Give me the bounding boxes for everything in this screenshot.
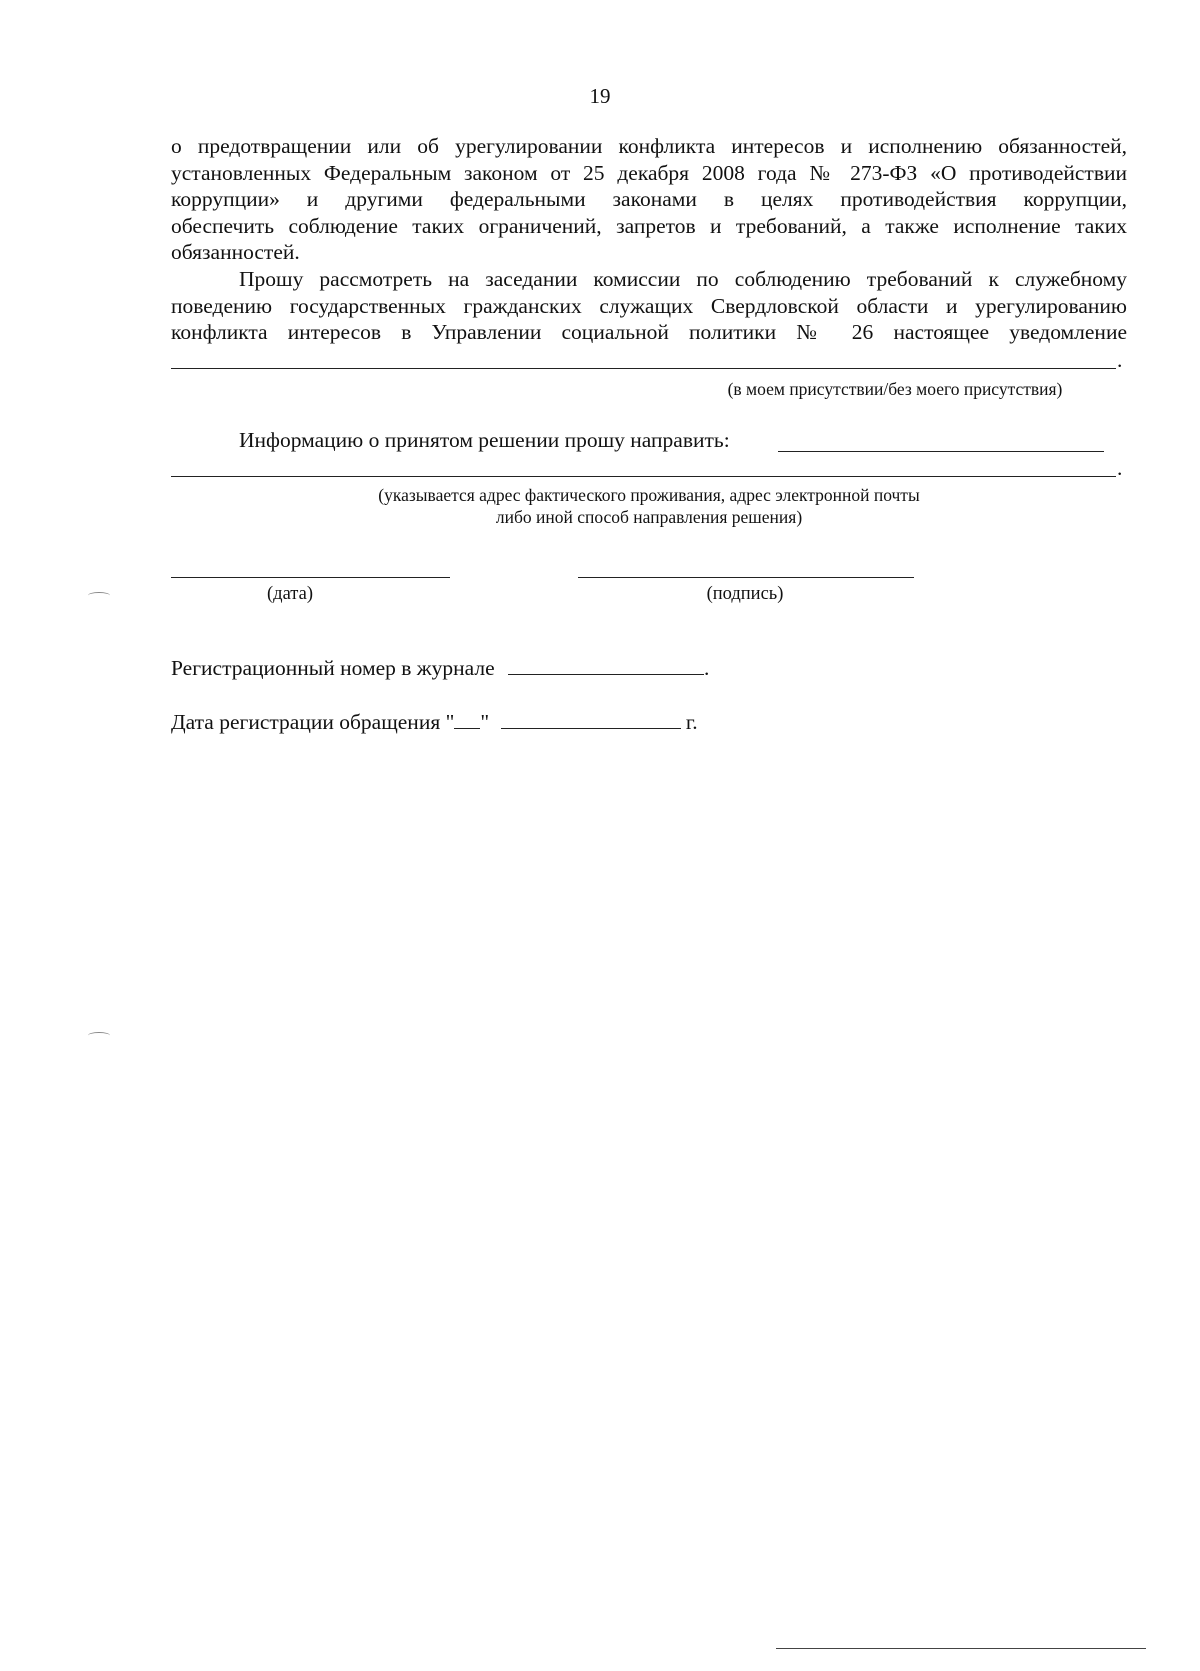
text-line: обязанностей.: [171, 240, 300, 264]
registration-date-label: Дата регистрации обращения ": [171, 710, 455, 734]
decision-blank-inline[interactable]: [778, 451, 1104, 452]
presence-caption: (в моем присутствии/без моего присутствия): [727, 379, 1063, 399]
scan-mark: [88, 592, 110, 599]
page-number: 19: [589, 84, 611, 108]
signature-blank-line[interactable]: [578, 577, 914, 578]
footer-rule: [776, 1648, 1146, 1649]
registration-date-end: г.: [685, 710, 698, 734]
text-line: конфликта интересов в Управлении социальной политики № 26 настоящее уведомление: [171, 320, 1127, 344]
paragraph-request: [171, 266, 1127, 346]
decision-blank-line[interactable]: [171, 476, 1116, 477]
paragraph-obligations: [171, 133, 1127, 266]
presence-blank-line[interactable]: [171, 368, 1116, 369]
registration-number-label: Регистрационный номер в журнале: [171, 656, 495, 680]
text-line: обеспечить соблюдение таких ограничений, запретов и требований, а также исполнение таких: [171, 213, 1127, 238]
date-caption: (дата): [267, 584, 313, 604]
registration-date-quote: ": [480, 710, 490, 734]
caption-line: (указывается адрес фактического проживания, адрес электронной почты: [378, 485, 920, 505]
caption-line: либо иной способ направления решения): [495, 507, 803, 527]
text-line: Прошу рассмотреть на заседании комиссии по соблюдению требований к служебному: [239, 267, 1127, 291]
text-line: установленных Федеральным законом от 25 декабря 2008 года № 273-ФЗ «О противодействии: [171, 160, 1127, 185]
text-line: о предотвращении или об урегулировании конфликта интересов и исполнению обязанностей,: [171, 134, 1127, 158]
presence-end-mark: .: [1117, 348, 1123, 372]
signature-caption: (подпись): [706, 584, 784, 604]
decision-end-mark: .: [1117, 456, 1123, 480]
text-line: коррупции» и другими федеральными законами в целях противодействия коррупции,: [171, 187, 1127, 211]
registration-date-row: [171, 710, 698, 735]
decision-caption: [171, 484, 1127, 528]
registration-day-blank[interactable]: [454, 710, 480, 729]
scan-mark: [88, 1032, 110, 1039]
date-blank-line[interactable]: [171, 577, 450, 578]
registration-number-row: [171, 656, 709, 681]
registration-month-year-blank[interactable]: [501, 710, 681, 729]
decision-label: Информацию о принятом решении прошу направить:: [239, 428, 730, 452]
registration-number-end: .: [704, 656, 710, 680]
text-line: поведению государственных гражданских служащих Свердловской области и урегулированию: [171, 293, 1127, 318]
registration-number-blank[interactable]: [508, 656, 704, 675]
